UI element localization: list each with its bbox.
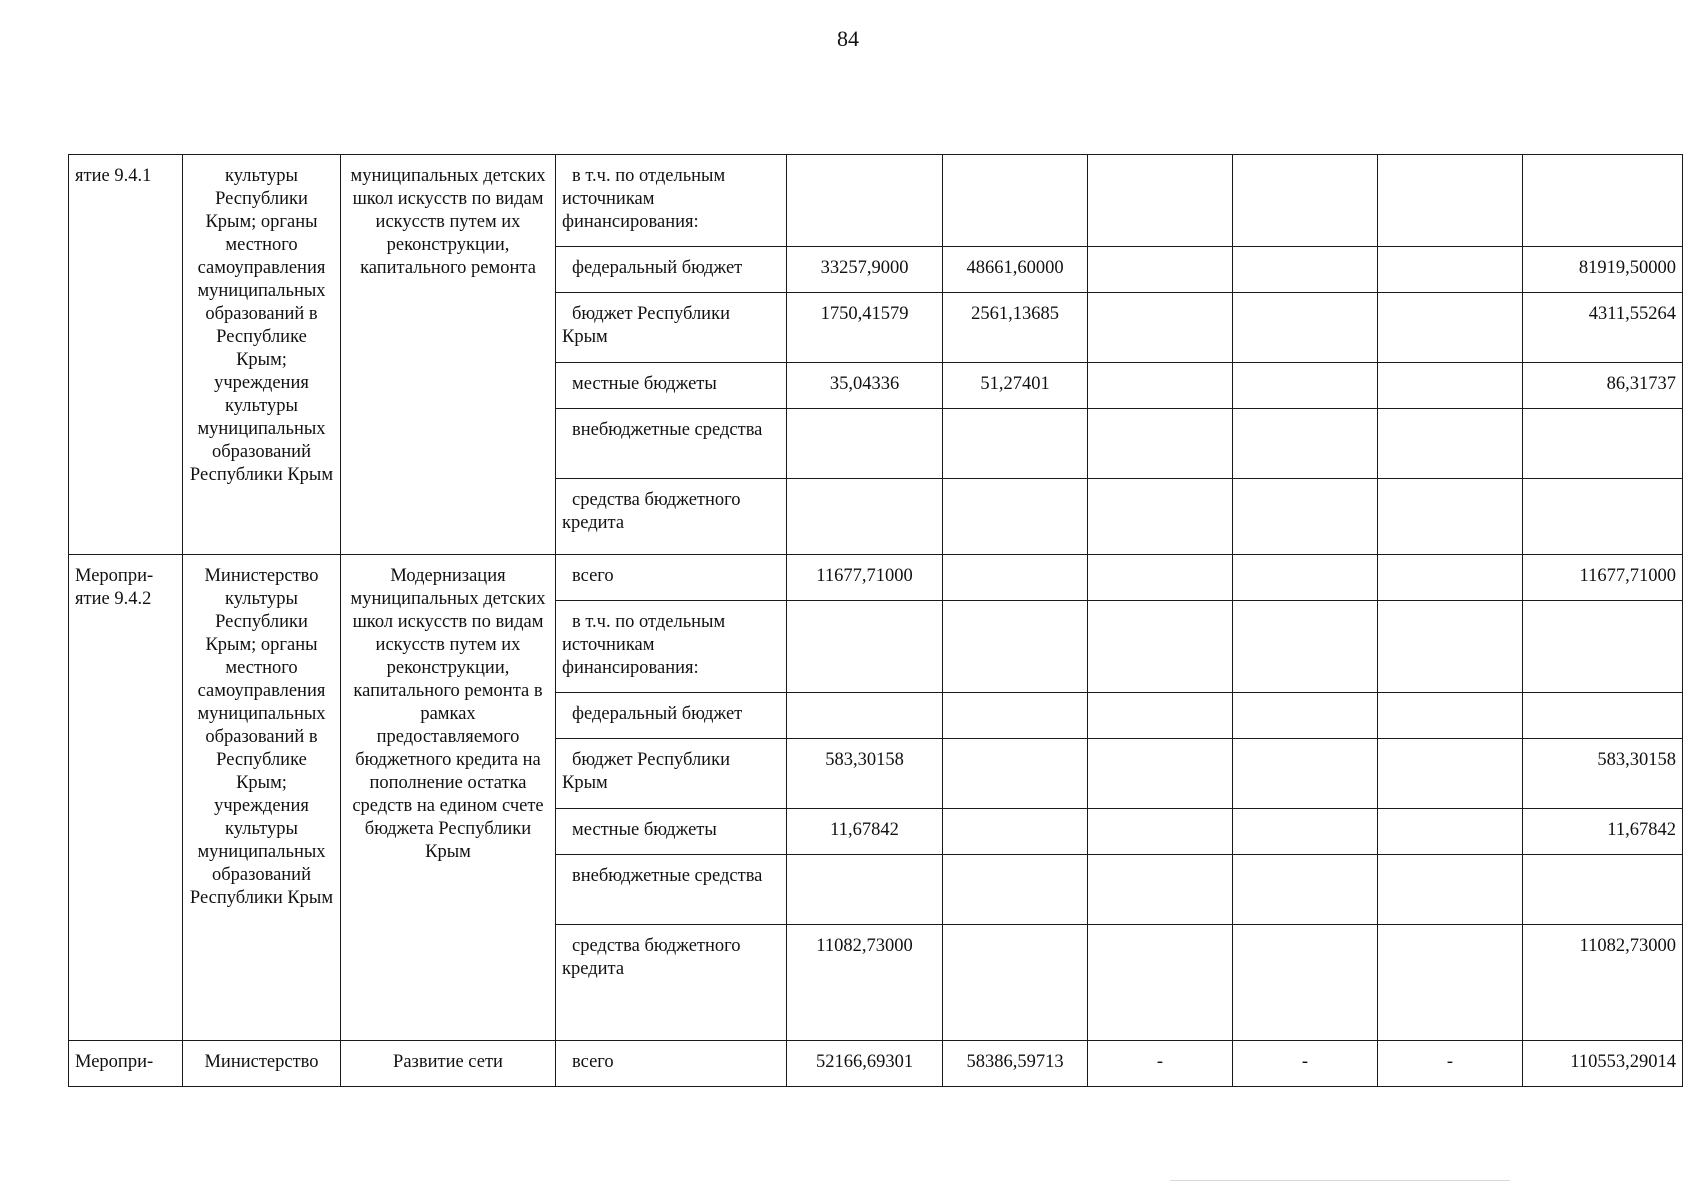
- funding-source-cell: [556, 693, 787, 739]
- amount-cell: 33257,9000: [787, 247, 943, 293]
- amount-cell: [787, 693, 943, 739]
- amount-cell: [1088, 247, 1233, 293]
- amount-cell: [1233, 693, 1378, 739]
- total-cell: [1523, 409, 1683, 479]
- funding-source-label: местные бюджеты: [572, 820, 717, 840]
- amount-cell: [943, 855, 1088, 925]
- amount-cell: [1088, 409, 1233, 479]
- amount-cell: [1233, 555, 1378, 601]
- amount-cell: [1088, 555, 1233, 601]
- measure-name-cell: Модернизация муниципальных детских школ искусств по видам искусств путем их реконструкции, капитального ремонта в рамках предоставляемого бюджетного кредита на пополнение остатка средств на едином счете бюджета Республики Крым: [341, 555, 556, 1041]
- amount-cell: [1378, 247, 1523, 293]
- amount-cell: [943, 409, 1088, 479]
- amount-cell: [1088, 155, 1233, 247]
- funding-source-cell: [556, 1041, 787, 1087]
- amount-cell: [1378, 555, 1523, 601]
- amount-cell: [1233, 155, 1378, 247]
- total-cell: 110553,29014: [1523, 1041, 1683, 1087]
- funding-source-cell: [556, 925, 787, 1041]
- total-cell: [1523, 855, 1683, 925]
- funding-source-label: средства бюджетного кредита: [562, 490, 741, 533]
- amount-cell: [1378, 601, 1523, 693]
- total-cell: 11082,73000: [1523, 925, 1683, 1041]
- amount-cell: [1233, 363, 1378, 409]
- funding-source-cell: [556, 363, 787, 409]
- amount-cell: [1233, 855, 1378, 925]
- funding-source-label: бюджет Республики Крым: [562, 750, 730, 793]
- funding-source-label: в т.ч. по отдельным источникам финансирования:: [562, 166, 726, 232]
- funding-source-cell: [556, 601, 787, 693]
- amount-cell: [943, 555, 1088, 601]
- funding-source-cell: [556, 739, 787, 809]
- organization-cell: культуры Республики Крым; органы местного самоуправления муниципальных образований в Республике Крым; учреждения культуры муниципальных образований Республики Крым: [183, 155, 341, 555]
- table-row: [69, 155, 1683, 247]
- measure-id-cell: Меропри-ятие 9.4.2: [69, 555, 183, 1041]
- amount-cell: 35,04336: [787, 363, 943, 409]
- funding-source-label: бюджет Республики Крым: [562, 304, 730, 347]
- amount-cell: [1378, 925, 1523, 1041]
- organization-cell: Министерство культуры Республики Крым; органы местного самоуправления муниципальных образований в Республике Крым; учреждения культуры муниципальных образований Республики Крым: [183, 555, 341, 1041]
- funding-source-label: всего: [572, 566, 614, 586]
- amount-cell: [1378, 855, 1523, 925]
- amount-cell: [1378, 809, 1523, 855]
- funding-source-cell: [556, 809, 787, 855]
- total-cell: [1523, 479, 1683, 555]
- measure-name-cell: муниципальных детских школ искусств по видам искусств путем их реконструкции, капитального ремонта: [341, 155, 556, 555]
- amount-cell: [1088, 809, 1233, 855]
- amount-cell: [1233, 409, 1378, 479]
- table-row: [69, 1041, 1683, 1087]
- measure-name-cell: Развитие сети: [341, 1041, 556, 1087]
- funding-source-cell: [556, 555, 787, 601]
- total-cell: 4311,55264: [1523, 293, 1683, 363]
- amount-cell: [1378, 409, 1523, 479]
- funding-source-cell: [556, 247, 787, 293]
- amount-cell: -: [1233, 1041, 1378, 1087]
- total-cell: [1523, 693, 1683, 739]
- amount-cell: [1088, 739, 1233, 809]
- amount-cell: [943, 739, 1088, 809]
- amount-cell: 58386,59713: [943, 1041, 1088, 1087]
- measure-id-cell: Меропри-: [69, 1041, 183, 1087]
- amount-cell: [1088, 855, 1233, 925]
- amount-cell: [1378, 739, 1523, 809]
- amount-cell: [1088, 693, 1233, 739]
- total-cell: [1523, 601, 1683, 693]
- amount-cell: [787, 409, 943, 479]
- amount-cell: [1233, 293, 1378, 363]
- amount-cell: [787, 601, 943, 693]
- amount-cell: [1088, 601, 1233, 693]
- amount-cell: 52166,69301: [787, 1041, 943, 1087]
- funding-source-label: средства бюджетного кредита: [562, 936, 741, 979]
- funding-source-label: местные бюджеты: [572, 374, 717, 394]
- amount-cell: [1088, 925, 1233, 1041]
- total-cell: 81919,50000: [1523, 247, 1683, 293]
- funding-source-label: всего: [572, 1052, 614, 1072]
- amount-cell: [1088, 479, 1233, 555]
- total-cell: 11677,71000: [1523, 555, 1683, 601]
- amount-cell: [1378, 363, 1523, 409]
- measure-id-cell: ятие 9.4.1: [69, 155, 183, 555]
- amount-cell: [1088, 293, 1233, 363]
- amount-cell: [787, 479, 943, 555]
- funding-source-cell: [556, 293, 787, 363]
- funding-source-cell: [556, 155, 787, 247]
- funding-source-label: федеральный бюджет: [572, 258, 743, 278]
- amount-cell: [1378, 479, 1523, 555]
- total-cell: 86,31737: [1523, 363, 1683, 409]
- amount-cell: [1233, 809, 1378, 855]
- organization-cell: Министерство: [183, 1041, 341, 1087]
- page-number: 84: [837, 26, 859, 51]
- funding-source-label: внебюджетные средства: [572, 420, 763, 440]
- amount-cell: 11677,71000: [787, 555, 943, 601]
- amount-cell: 2561,13685: [943, 293, 1088, 363]
- total-cell: 11,67842: [1523, 809, 1683, 855]
- amount-cell: [943, 925, 1088, 1041]
- amount-cell: -: [1088, 1041, 1233, 1087]
- amount-cell: 583,30158: [787, 739, 943, 809]
- amount-cell: [1378, 155, 1523, 247]
- funding-source-cell: [556, 409, 787, 479]
- amount-cell: [1088, 363, 1233, 409]
- amount-cell: [1233, 739, 1378, 809]
- amount-cell: [787, 155, 943, 247]
- amount-cell: [943, 601, 1088, 693]
- amount-cell: [1378, 693, 1523, 739]
- amount-cell: [943, 479, 1088, 555]
- total-cell: 583,30158: [1523, 739, 1683, 809]
- amount-cell: [1233, 925, 1378, 1041]
- funding-source-cell: [556, 855, 787, 925]
- amount-cell: [1233, 479, 1378, 555]
- funding-source-label: в т.ч. по отдельным источникам финансирования:: [562, 612, 726, 678]
- amount-cell: [943, 693, 1088, 739]
- total-cell: [1523, 155, 1683, 247]
- amount-cell: 1750,41579: [787, 293, 943, 363]
- amount-cell: [1378, 293, 1523, 363]
- funding-source-cell: [556, 479, 787, 555]
- faint-rule: [1170, 1180, 1510, 1181]
- amount-cell: [1233, 247, 1378, 293]
- amount-cell: 48661,60000: [943, 247, 1088, 293]
- amount-cell: [943, 155, 1088, 247]
- amount-cell: [943, 809, 1088, 855]
- funding-source-label: федеральный бюджет: [572, 704, 743, 724]
- funding-source-label: внебюджетные средства: [572, 866, 763, 886]
- amount-cell: [787, 855, 943, 925]
- amount-cell: 11,67842: [787, 809, 943, 855]
- table-row: [69, 555, 1683, 601]
- budget-table: [68, 154, 1683, 1087]
- amount-cell: 51,27401: [943, 363, 1088, 409]
- amount-cell: 11082,73000: [787, 925, 943, 1041]
- amount-cell: [1233, 601, 1378, 693]
- amount-cell: -: [1378, 1041, 1523, 1087]
